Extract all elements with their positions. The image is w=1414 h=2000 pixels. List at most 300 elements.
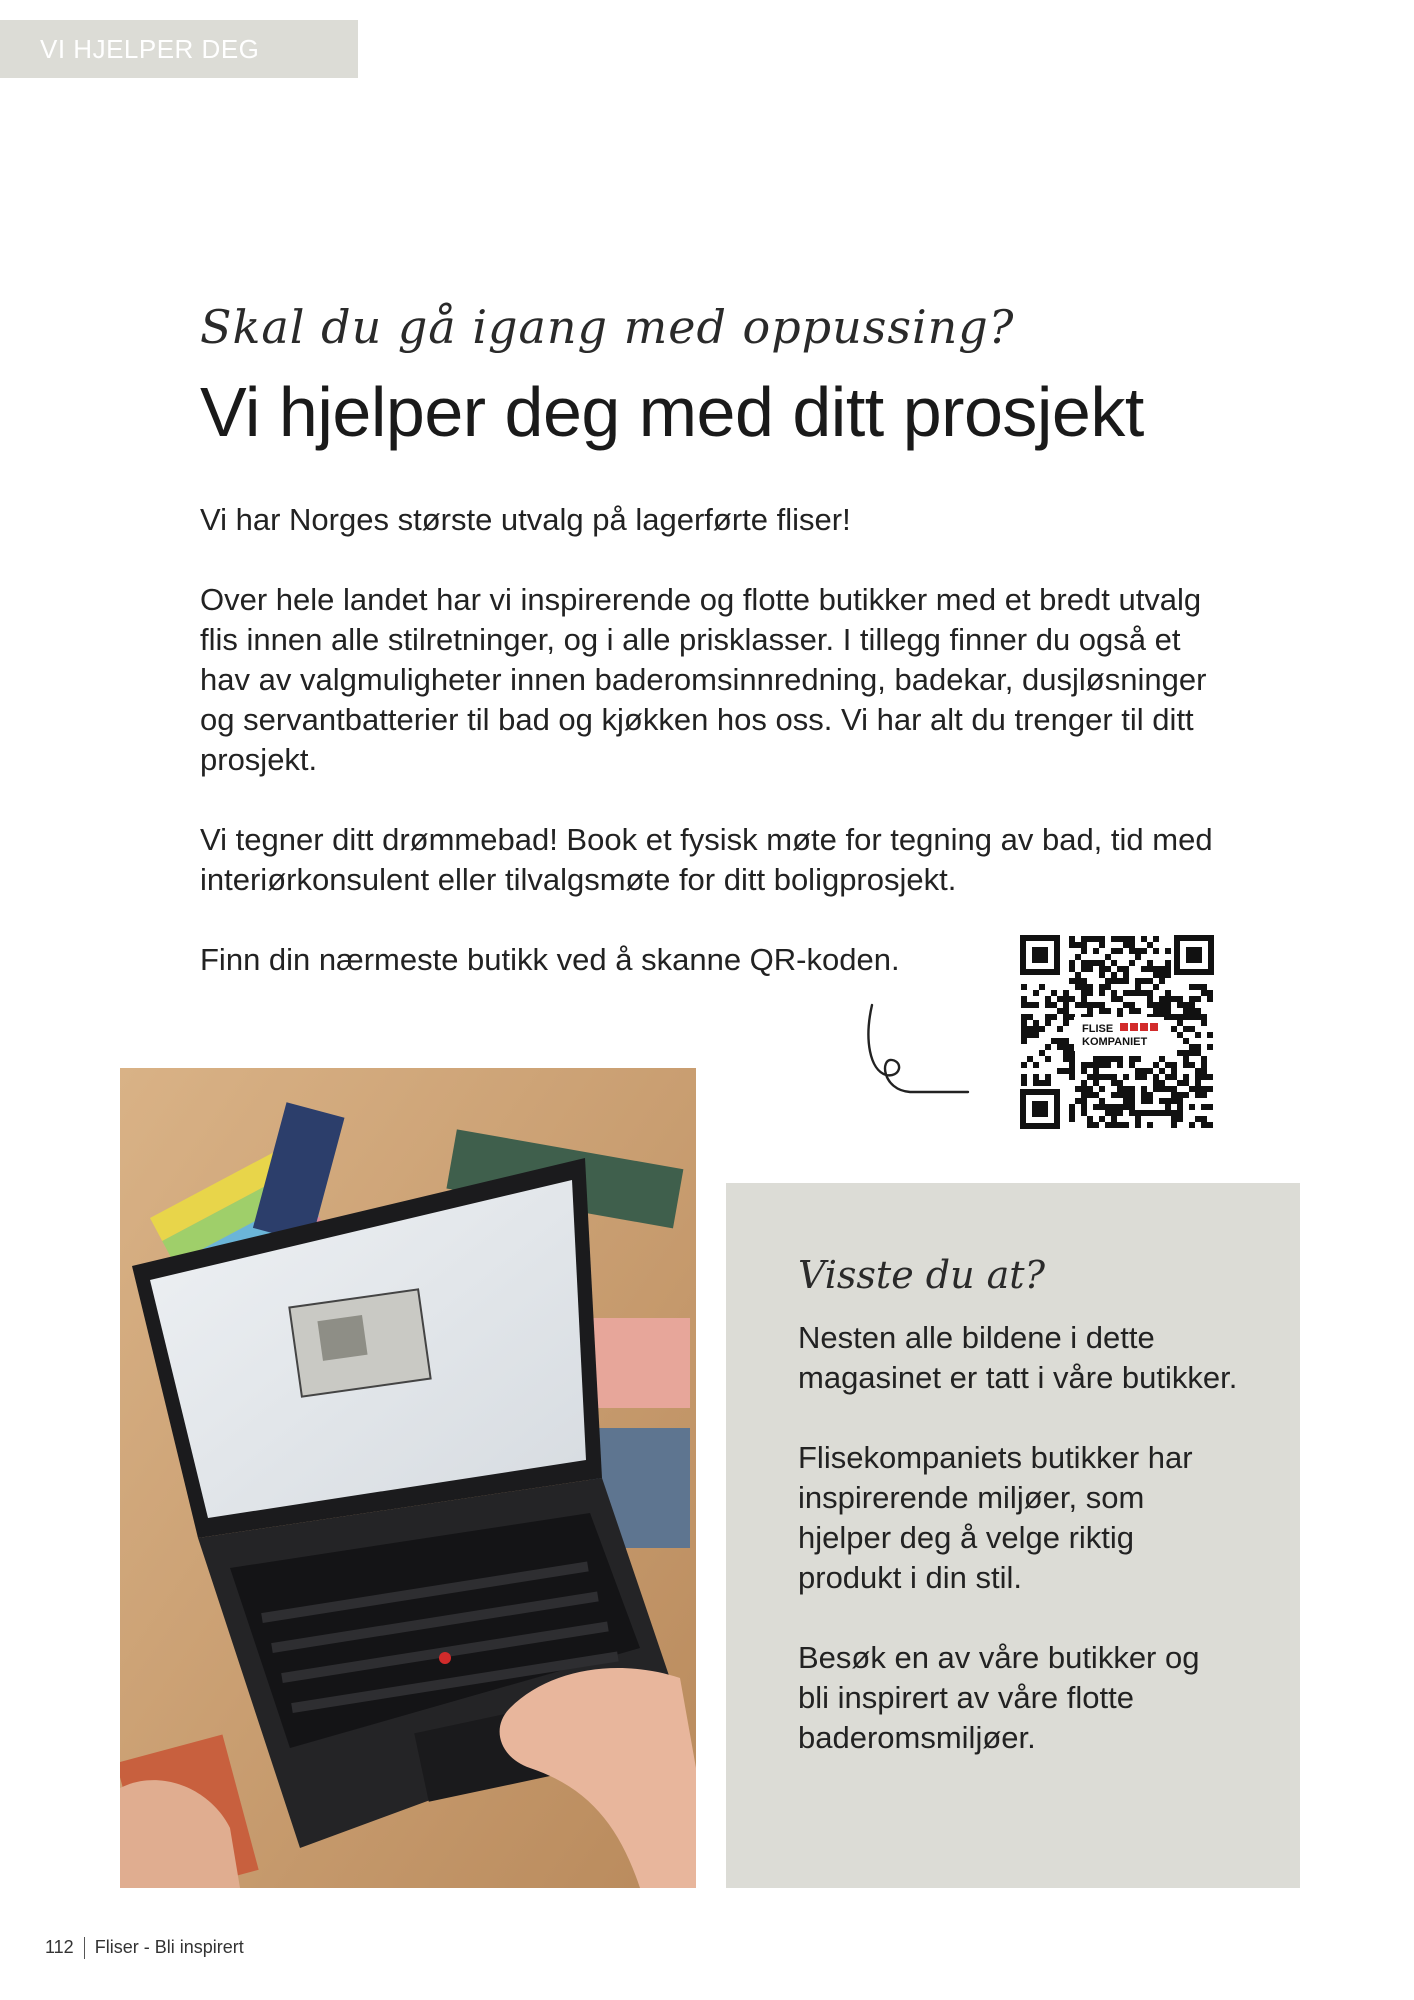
qr-module xyxy=(1099,1098,1105,1104)
qr-module xyxy=(1123,978,1129,984)
qr-module xyxy=(1129,990,1135,996)
qr-module xyxy=(1195,996,1201,1002)
qr-module xyxy=(1165,966,1171,972)
qr-module xyxy=(1087,966,1093,972)
qr-module xyxy=(1201,1086,1207,1092)
qr-module xyxy=(1081,990,1087,996)
qr-module xyxy=(1105,966,1111,972)
qr-module xyxy=(1153,1008,1159,1014)
qr-module xyxy=(1069,1104,1075,1110)
qr-module xyxy=(1207,1074,1213,1080)
qr-module xyxy=(1189,1086,1195,1092)
qr-module xyxy=(1051,1038,1057,1044)
qr-module xyxy=(1039,984,1045,990)
qr-module xyxy=(1117,1110,1123,1116)
qr-module xyxy=(1153,1062,1159,1068)
qr-module xyxy=(1117,1080,1123,1086)
qr-module xyxy=(1201,1014,1207,1020)
qr-code-graphic xyxy=(1020,935,1214,1129)
info-paragraph-visit: Besøk en av våre butikker og bli inspirert av våre flotte baderomsmiljøer. xyxy=(798,1640,1200,1755)
qr-module xyxy=(1111,990,1117,996)
qr-module xyxy=(1033,1026,1039,1032)
info-box-heading: Visste du at? xyxy=(798,1253,1045,1297)
qr-module xyxy=(1153,1002,1159,1008)
qr-module xyxy=(1033,1062,1039,1068)
qr-module xyxy=(1057,1044,1063,1050)
qr-module xyxy=(1057,996,1063,1002)
qr-module xyxy=(1027,1056,1033,1062)
qr-module xyxy=(1063,990,1069,996)
qr-module xyxy=(1105,954,1111,960)
qr-module xyxy=(1117,936,1123,942)
qr-module xyxy=(1081,942,1087,948)
qr-module xyxy=(1063,1020,1069,1026)
qr-module xyxy=(1141,948,1147,954)
qr-module xyxy=(1093,1062,1099,1068)
qr-module xyxy=(1081,996,1087,1002)
qr-module xyxy=(1075,1098,1081,1104)
qr-module xyxy=(1177,996,1183,1002)
qr-module xyxy=(1141,966,1147,972)
paragraph-drawing: Vi tegner ditt drømmebad! Book et fysisk møte for tegning av bad, tid med interiørkonsulent eller tilvalgsmøte for ditt boligprosjekt. xyxy=(200,822,1213,897)
qr-module xyxy=(1141,1074,1147,1080)
qr-module xyxy=(1105,1104,1111,1110)
body-text xyxy=(200,500,1230,980)
qr-module xyxy=(1051,1002,1057,1008)
qr-module xyxy=(1165,948,1171,954)
qr-module xyxy=(1207,1104,1213,1110)
qr-module xyxy=(1165,1110,1171,1116)
qr-module xyxy=(1165,1008,1171,1014)
qr-module xyxy=(1147,1110,1153,1116)
qr-module xyxy=(1207,1032,1213,1038)
qr-module xyxy=(1147,1122,1153,1128)
qr-module xyxy=(1195,1074,1201,1080)
qr-module xyxy=(1099,1086,1105,1092)
qr-module xyxy=(1081,1092,1087,1098)
qr-module xyxy=(1183,1038,1189,1044)
qr-module xyxy=(1045,1002,1051,1008)
qr-module xyxy=(1195,1116,1201,1122)
qr-module xyxy=(1069,1074,1075,1080)
qr-module xyxy=(1099,1074,1105,1080)
qr-module xyxy=(1141,978,1147,984)
qr-module xyxy=(1069,1068,1075,1074)
qr-module xyxy=(1081,936,1087,942)
qr-module xyxy=(1117,996,1123,1002)
qr-module xyxy=(1141,1068,1147,1074)
qr-module xyxy=(1201,1020,1207,1026)
qr-module xyxy=(1045,1020,1051,1026)
qr-module xyxy=(1141,990,1147,996)
qr-module xyxy=(1171,996,1177,1002)
qr-module xyxy=(1177,1098,1183,1104)
qr-module xyxy=(1177,1014,1183,1020)
qr-module xyxy=(1189,1008,1195,1014)
qr-module xyxy=(1165,1062,1171,1068)
qr-module xyxy=(1117,1086,1123,1092)
qr-module xyxy=(1135,1110,1141,1116)
qr-module xyxy=(1081,1068,1087,1074)
qr-module xyxy=(1111,936,1117,942)
qr-module xyxy=(1111,960,1117,966)
qr-module xyxy=(1165,972,1171,978)
qr-module xyxy=(1129,1056,1135,1062)
qr-module xyxy=(1039,1050,1045,1056)
qr-module xyxy=(1111,1110,1117,1116)
qr-module xyxy=(1141,1110,1147,1116)
qr-module xyxy=(1093,936,1099,942)
qr-module xyxy=(1135,1074,1141,1080)
qr-module xyxy=(1051,990,1057,996)
qr-module xyxy=(1195,1044,1201,1050)
qr-module xyxy=(1099,990,1105,996)
qr-module xyxy=(1111,1056,1117,1062)
qr-module xyxy=(1129,1002,1135,1008)
qr-module xyxy=(1165,960,1171,966)
qr-module xyxy=(1153,984,1159,990)
qr-module xyxy=(1189,1122,1195,1128)
qr-module xyxy=(1057,1038,1063,1044)
qr-module xyxy=(1081,948,1087,954)
qr-module xyxy=(1159,1008,1165,1014)
qr-module xyxy=(1183,1074,1189,1080)
qr-module xyxy=(1201,1074,1207,1080)
footer-section: Fliser - Bli inspirert xyxy=(94,1937,244,1957)
qr-module xyxy=(1063,1038,1069,1044)
qr-module xyxy=(1201,1116,1207,1122)
qr-logo-line2: KOMPANIET xyxy=(1082,1036,1148,1048)
qr-module xyxy=(1087,984,1093,990)
qr-module xyxy=(1159,1056,1165,1062)
qr-module xyxy=(1069,1062,1075,1068)
qr-module xyxy=(1159,1002,1165,1008)
qr-module xyxy=(1033,1074,1039,1080)
qr-module xyxy=(1045,1044,1051,1050)
qr-module xyxy=(1165,996,1171,1002)
qr-module xyxy=(1123,942,1129,948)
qr-module xyxy=(1171,1026,1177,1032)
info-box-text xyxy=(798,1318,1238,1798)
qr-module xyxy=(1171,1116,1177,1122)
qr-code[interactable] xyxy=(1020,935,1214,1129)
qr-module xyxy=(1045,996,1051,1002)
qr-module xyxy=(1171,1062,1177,1068)
qr-module xyxy=(1093,1122,1099,1128)
info-paragraph-stores: Flisekompaniets butikker har inspirerende miljøer, som hjelper deg å velge riktig produkt i din stil. xyxy=(798,1440,1193,1595)
qr-module xyxy=(1021,1080,1027,1086)
qr-module xyxy=(1111,996,1117,1002)
qr-module xyxy=(1159,978,1165,984)
qr-module xyxy=(1207,1122,1213,1128)
qr-module xyxy=(1087,1008,1093,1014)
qr-module xyxy=(1099,1116,1105,1122)
qr-module xyxy=(1201,1104,1207,1110)
qr-module xyxy=(1177,1110,1183,1116)
qr-module xyxy=(1129,1008,1135,1014)
qr-module xyxy=(1165,1086,1171,1092)
qr-module xyxy=(1063,1008,1069,1014)
qr-module xyxy=(1075,984,1081,990)
qr-module xyxy=(1063,1056,1069,1062)
qr-module xyxy=(1171,1092,1177,1098)
qr-module xyxy=(1135,1056,1141,1062)
qr-module xyxy=(1051,1014,1057,1020)
qr-module xyxy=(1159,972,1165,978)
qr-module xyxy=(1093,1092,1099,1098)
qr-module xyxy=(1099,1002,1105,1008)
qr-module xyxy=(1099,936,1105,942)
qr-module xyxy=(1171,1074,1177,1080)
qr-module xyxy=(1117,948,1123,954)
qr-module xyxy=(1069,1110,1075,1116)
qr-module xyxy=(1075,1086,1081,1092)
qr-module xyxy=(1081,1002,1087,1008)
qr-module xyxy=(1171,1086,1177,1092)
qr-module xyxy=(1099,960,1105,966)
qr-module xyxy=(1033,990,1039,996)
qr-module xyxy=(1021,1062,1027,1068)
qr-module xyxy=(1201,984,1207,990)
qr-module xyxy=(1057,1026,1063,1032)
qr-module xyxy=(1039,1026,1045,1032)
qr-module xyxy=(1033,1002,1039,1008)
qr-module xyxy=(1177,1104,1183,1110)
qr-module xyxy=(1087,990,1093,996)
qr-module xyxy=(1147,996,1153,1002)
qr-module xyxy=(1123,1122,1129,1128)
qr-module xyxy=(1021,1014,1027,1020)
qr-module xyxy=(1147,990,1153,996)
qr-module xyxy=(1117,1056,1123,1062)
qr-module xyxy=(1183,1014,1189,1020)
photo-laptop-bathroom-planner xyxy=(120,1068,696,1888)
qr-module xyxy=(1123,1098,1129,1104)
qr-module xyxy=(1171,1014,1177,1020)
qr-module xyxy=(1105,1008,1111,1014)
qr-module xyxy=(1081,978,1087,984)
qr-module xyxy=(1081,1080,1087,1086)
qr-module xyxy=(1117,978,1123,984)
qr-module xyxy=(1135,948,1141,954)
qr-module xyxy=(1129,948,1135,954)
qr-module xyxy=(1105,1062,1111,1068)
qr-module xyxy=(1147,966,1153,972)
qr-module xyxy=(1177,1092,1183,1098)
qr-module xyxy=(1159,966,1165,972)
qr-module xyxy=(1165,1074,1171,1080)
page-title: Vi hjelper deg med ditt prosjekt xyxy=(200,373,1144,451)
handdrawn-arrow-icon xyxy=(860,1000,970,1100)
qr-module xyxy=(1189,1014,1195,1020)
qr-module xyxy=(1093,1104,1099,1110)
qr-module xyxy=(1129,1110,1135,1116)
qr-module xyxy=(1195,984,1201,990)
qr-module xyxy=(1021,996,1027,1002)
qr-module xyxy=(1195,1092,1201,1098)
qr-module xyxy=(1069,960,1075,966)
qr-module xyxy=(1195,1008,1201,1014)
qr-module xyxy=(1027,1002,1033,1008)
qr-module xyxy=(1159,1068,1165,1074)
qr-module xyxy=(1129,1092,1135,1098)
qr-module xyxy=(1027,1032,1033,1038)
qr-module xyxy=(1189,1044,1195,1050)
qr-module xyxy=(1045,1014,1051,1020)
qr-module xyxy=(1153,966,1159,972)
qr-module xyxy=(1123,966,1129,972)
qr-module xyxy=(1135,1068,1141,1074)
qr-module xyxy=(1111,978,1117,984)
qr-logo-line1: FLISE xyxy=(1082,1023,1114,1035)
qr-module xyxy=(1111,1074,1117,1080)
qr-module xyxy=(1123,1002,1129,1008)
qr-module xyxy=(1063,1044,1069,1050)
qr-module xyxy=(1129,936,1135,942)
qr-module xyxy=(1117,1122,1123,1128)
qr-module xyxy=(1165,1002,1171,1008)
qr-module xyxy=(1159,996,1165,1002)
qr-module xyxy=(1045,1080,1051,1086)
qr-module xyxy=(1081,960,1087,966)
qr-module xyxy=(1105,978,1111,984)
qr-module xyxy=(1093,1068,1099,1074)
qr-module xyxy=(1063,1014,1069,1020)
qr-module xyxy=(1195,1068,1201,1074)
qr-module xyxy=(1183,1026,1189,1032)
qr-module xyxy=(1123,936,1129,942)
qr-module xyxy=(1183,1050,1189,1056)
qr-module xyxy=(1021,1002,1027,1008)
qr-module xyxy=(1111,1080,1117,1086)
qr-module xyxy=(1183,1002,1189,1008)
qr-module xyxy=(1021,984,1027,990)
qr-module xyxy=(1147,960,1153,966)
qr-module xyxy=(1195,1080,1201,1086)
qr-module xyxy=(1093,1074,1099,1080)
qr-module xyxy=(1177,1050,1183,1056)
qr-module xyxy=(1081,1086,1087,1092)
qr-module xyxy=(1075,954,1081,960)
qr-module xyxy=(1123,990,1129,996)
qr-module xyxy=(1087,1062,1093,1068)
qr-module xyxy=(1165,1098,1171,1104)
qr-module xyxy=(1111,972,1117,978)
qr-module xyxy=(1135,990,1141,996)
qr-module xyxy=(1027,1026,1033,1032)
qr-module xyxy=(1177,1032,1183,1038)
qr-module xyxy=(1201,1056,1207,1062)
qr-module xyxy=(1177,1080,1183,1086)
qr-module xyxy=(1147,942,1153,948)
qr-module xyxy=(1081,1062,1087,1068)
qr-module xyxy=(1087,1116,1093,1122)
qr-module xyxy=(1135,978,1141,984)
qr-module xyxy=(1063,1002,1069,1008)
qr-module xyxy=(1183,1056,1189,1062)
qr-module xyxy=(1069,1116,1075,1122)
qr-module xyxy=(1099,1008,1105,1014)
qr-module xyxy=(1075,978,1081,984)
laptop-photo-illustration xyxy=(120,1068,696,1888)
qr-module xyxy=(1129,1098,1135,1104)
qr-module xyxy=(1207,990,1213,996)
qr-module xyxy=(1135,1008,1141,1014)
qr-module xyxy=(1117,1062,1123,1068)
qr-module xyxy=(1147,1098,1153,1104)
qr-module xyxy=(1153,1086,1159,1092)
qr-module xyxy=(1081,966,1087,972)
qr-module xyxy=(1111,1122,1117,1128)
qr-module xyxy=(1045,1056,1051,1062)
qr-module xyxy=(1147,1092,1153,1098)
qr-module xyxy=(1207,1044,1213,1050)
qr-module xyxy=(1099,1104,1105,1110)
page-number: 112 xyxy=(45,1937,74,1957)
qr-module xyxy=(1129,960,1135,966)
qr-module xyxy=(1099,942,1105,948)
qr-module xyxy=(1087,936,1093,942)
qr-module xyxy=(1087,1092,1093,1098)
qr-module xyxy=(1195,1032,1201,1038)
qr-module xyxy=(1075,972,1081,978)
section-tab: VI HJELPER DEG xyxy=(0,20,358,78)
qr-module xyxy=(1105,1110,1111,1116)
qr-module xyxy=(1123,1104,1129,1110)
qr-module xyxy=(1111,1092,1117,1098)
qr-module xyxy=(1201,1092,1207,1098)
qr-module xyxy=(1021,1026,1027,1032)
qr-module xyxy=(1021,1074,1027,1080)
qr-module xyxy=(1093,1056,1099,1062)
qr-module xyxy=(1093,1002,1099,1008)
qr-module xyxy=(1081,1110,1087,1116)
qr-module xyxy=(1177,1020,1183,1026)
footer-divider xyxy=(84,1937,85,1959)
qr-module xyxy=(1171,1068,1177,1074)
qr-module xyxy=(1111,1104,1117,1110)
qr-module xyxy=(1153,948,1159,954)
qr-module xyxy=(1189,996,1195,1002)
qr-module xyxy=(1141,1098,1147,1104)
qr-module xyxy=(1195,1014,1201,1020)
qr-module xyxy=(1063,1050,1069,1056)
qr-module xyxy=(1117,966,1123,972)
qr-module xyxy=(1165,1014,1171,1020)
qr-module xyxy=(1165,990,1171,996)
qr-module xyxy=(1129,942,1135,948)
qr-module xyxy=(1123,1074,1129,1080)
qr-module xyxy=(1129,1086,1135,1092)
qr-module xyxy=(1087,1002,1093,1008)
info-box xyxy=(726,1183,1300,1888)
qr-module xyxy=(1081,1098,1087,1104)
qr-module xyxy=(1195,1086,1201,1092)
qr-module xyxy=(1057,1008,1063,1014)
qr-module xyxy=(1099,1056,1105,1062)
qr-module xyxy=(1081,984,1087,990)
qr-module xyxy=(1021,1020,1027,1026)
paragraph-qr-hint: Finn din nærmeste butikk ved å skanne QR-koden. xyxy=(200,942,900,977)
qr-module xyxy=(1069,966,1075,972)
qr-module xyxy=(1195,1050,1201,1056)
qr-module xyxy=(1177,1002,1183,1008)
qr-module xyxy=(1081,1104,1087,1110)
qr-module xyxy=(1123,1086,1129,1092)
qr-module xyxy=(1201,1062,1207,1068)
qr-module xyxy=(1189,1104,1195,1110)
qr-module xyxy=(1189,1002,1195,1008)
